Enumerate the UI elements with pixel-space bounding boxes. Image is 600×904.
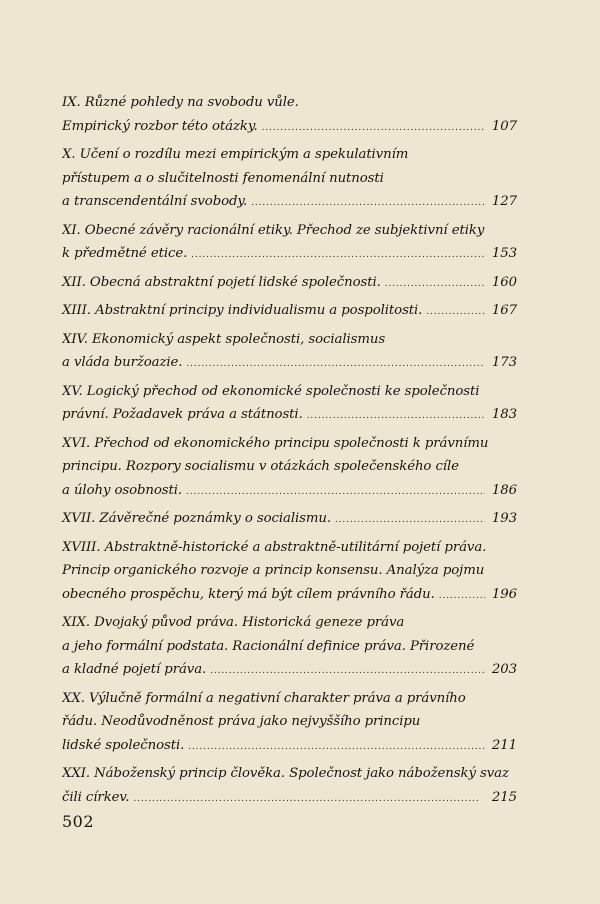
toc-entry-page: 160 [491, 274, 517, 290]
toc-entry [62, 299, 517, 325]
toc-entry-line: přístupem a o slučitelnosti fenomenální nutnosti [62, 170, 384, 186]
toc-entry-line: X. Učení o rozdílu mezi empirickým a spekulativním [62, 147, 409, 162]
toc-entry-page: 215 [491, 789, 517, 805]
table-of-contents [62, 91, 517, 814]
toc-entry [62, 507, 517, 533]
toc-entry-page: 127 [491, 194, 517, 209]
toc-entry [62, 219, 517, 268]
toc-entry-page: 107 [491, 118, 517, 134]
toc-entry [62, 432, 517, 505]
toc-entry-page: 153 [491, 246, 517, 261]
toc-entry [62, 380, 517, 429]
toc-entry-title: a kladné pojetí práva. [62, 662, 207, 677]
toc-entry-title: XIII. Abstraktní principy individualismu a pospolitosti. [62, 303, 423, 318]
toc-entry-final-line [62, 658, 517, 684]
toc-entry-final-line [62, 242, 517, 268]
page-number: 502 [62, 812, 95, 831]
toc-entry-title: právní. Požadavek práva a státnosti. [62, 407, 303, 422]
toc-entry-title: a transcendentální svobody. [62, 194, 248, 209]
toc-entry-page: 167 [491, 303, 517, 318]
dot-leader [133, 784, 485, 808]
toc-entry-line: XIV. Ekonomický aspekt společnosti, socialismus [62, 331, 386, 347]
toc-entry-page: 203 [491, 662, 517, 677]
toc-entry-page: 193 [491, 511, 517, 526]
toc-entry-page: 186 [491, 482, 517, 498]
toc-entry-final-line [62, 734, 517, 760]
dot-leader [262, 113, 485, 137]
toc-entry-page: 196 [491, 586, 517, 602]
toc-entry-title: XII. Obecná abstraktní pojetí lidské společnosti. [62, 274, 381, 290]
dot-leader [335, 505, 485, 529]
toc-entry-line: principu. Rozpory socialismu v otázkách společenského cíle [62, 459, 459, 474]
toc-entry-title: čili církev. [62, 789, 130, 805]
dot-leader [210, 656, 485, 680]
toc-entry-line: XVIII. Abstraktně-historické a abstraktně-utilitární pojetí práva. [62, 539, 487, 555]
toc-entry-page: 183 [491, 407, 517, 422]
toc-entry-final-line [62, 507, 517, 533]
toc-entry-title: a vláda buržoazie. [62, 355, 183, 370]
toc-entry-line: XXI. Náboženský princip člověka. Společnost jako náboženský svaz [62, 766, 509, 781]
toc-entry-line: IX. Různé pohledy na svobodu vůle. [62, 95, 299, 110]
toc-entry-title: XVII. Závěrečné poznámky o socialismu. [62, 511, 331, 526]
toc-entry-line: Princip organického rozvoje a princip konsensu. Analýza pojmu [62, 563, 485, 578]
toc-entry-page: 173 [491, 355, 517, 370]
dot-leader [385, 269, 485, 293]
dot-leader [186, 349, 485, 373]
toc-entry-line: a jeho formální podstata. Racionální definice práva. Přirozené [62, 638, 475, 654]
toc-entry [62, 271, 517, 297]
dot-leader [191, 240, 485, 264]
toc-entry [62, 536, 517, 609]
toc-entry-final-line [62, 115, 517, 141]
toc-entry-final-line [62, 479, 517, 505]
toc-entry-final-line [62, 583, 517, 609]
toc-entry [62, 687, 517, 760]
dot-leader [251, 188, 485, 212]
toc-entry [62, 611, 517, 684]
toc-entry-final-line [62, 271, 517, 297]
toc-entry-final-line [62, 786, 517, 812]
toc-entry-title: lidské společnosti. [62, 737, 185, 753]
toc-entry-title: k předmětné etice. [62, 246, 188, 261]
dot-leader [188, 732, 485, 756]
toc-entry [62, 143, 517, 216]
toc-entry-final-line [62, 190, 517, 216]
toc-entry-title: Empirický rozbor této otázky. [62, 118, 258, 134]
toc-entry [62, 762, 517, 811]
toc-entry-final-line [62, 351, 517, 377]
dot-leader [186, 477, 485, 501]
toc-entry [62, 328, 517, 377]
dot-leader [307, 401, 485, 425]
toc-entry-line: XIX. Dvojaký původ práva. Historická geneze práva [62, 615, 405, 630]
dot-leader [439, 581, 485, 605]
toc-entry [62, 91, 517, 140]
toc-entry-final-line [62, 403, 517, 429]
toc-entry-line: XX. Výlučně formální a negativní charakter práva a právního [62, 690, 466, 706]
toc-entry-final-line [62, 299, 517, 325]
toc-entry-line: XVI. Přechod od ekonomického principu společnosti k právnímu [62, 435, 489, 451]
dot-leader [426, 297, 485, 321]
toc-entry-line: XI. Obecné závěry racionální etiky. Přechod ze subjektivní etiky [62, 222, 485, 238]
toc-entry-line: řádu. Neodůvodněnost práva jako nejvyššího principu [62, 714, 421, 729]
toc-entry-line: XV. Logický přechod od ekonomické společnosti ke společnosti [62, 383, 480, 399]
toc-entry-title: obecného prospěchu, který má být cílem právního řádu. [62, 586, 435, 602]
toc-entry-title: a úlohy osobnosti. [62, 482, 183, 498]
toc-entry-page: 211 [491, 737, 517, 753]
